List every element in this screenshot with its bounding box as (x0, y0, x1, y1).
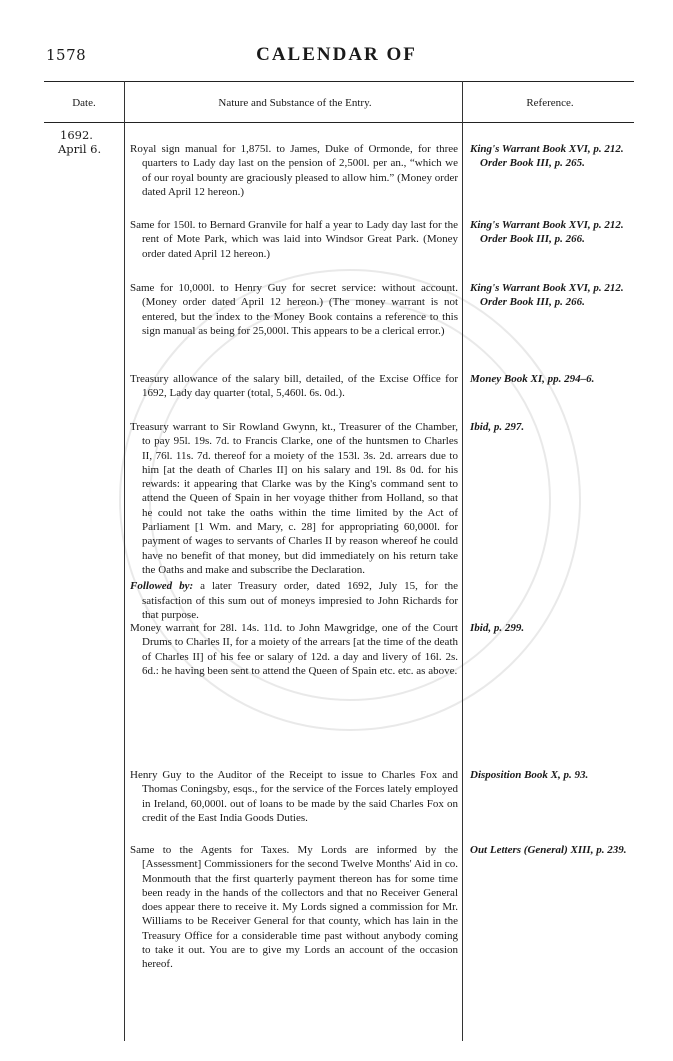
entry-text: Money warrant for 28l. 14s. 11d. to John Mawgridge, one of the Court Drums to Charles II, for a moiety of the arrears [at the time of the death of Charles II] of his fee or salary of 12d. a day and livery of 16l. 2s. 6d.: he having been sent to attend the Queen of Spain etc. etc. as above. (130, 622, 458, 677)
entry (130, 281, 458, 338)
entry-reference: King's Warrant Book XVI, p. 212. Order Book III, p. 265. (470, 143, 624, 170)
column-divider (462, 81, 463, 1041)
entry-text: Treasury allowance of the salary bill, detailed, of the Excise Office for 1692, Lady day quarter (total, 5,460l. 6s. 0d.). (130, 373, 458, 400)
entry (130, 843, 458, 972)
entry-text: Royal sign manual for 1,875l. to James, Duke of Ormonde, for three quarters to Lady day last on the pension of 2,500l. per an., “which we of our royal bounty are graciously pleased to allow him.” (Money order dated April 12 hereon.) (130, 143, 458, 198)
entry-date: April 6. (58, 142, 102, 156)
column-head-nature: Nature and Substance of the Entry. (218, 97, 372, 109)
followed-by-text: a later Treasury order, dated 1692, July 15, for the satisfaction of this sum out of moneys impresied to John Richards for that purpose. (142, 580, 459, 621)
entry-text: Treasury warrant to Sir Rowland Gwynn, kt., Treasurer of the Chamber, to pay 95l. 19s. 7d. to Francis Clarke, one of the huntsmen to Charles II, 76l. 11s. 7d. thereof for a moiety of the 153l. 3s. 2d. arrears due to him [at the death of Charles II] on his salary and 19l. 8s 0d. for his rewards: it appearing that Clarke was by the King's command sent to attend the Queen of Spain in her voyage thither from Holland, so that he could not take the oaths within the time limited by the Act of Parliament [1 Wm. and Mary, c. 28] for appropriating 60,000l. for payment of wages to servants of Charles II by reason whereof he could have no benefit of that money, but did immediately on his return take the Oaths and make and subscribe the Declaration. (130, 421, 458, 576)
running-head: CALENDAR OF (256, 44, 417, 65)
entry-year: 1692. (60, 128, 93, 142)
column-head-reference: Reference. (526, 97, 574, 109)
entry-reference: Ibid, p. 297. (470, 421, 525, 433)
entry-reference: Disposition Book X, p. 93. (470, 769, 589, 781)
entry (130, 768, 458, 825)
column-head-date: Date. (72, 97, 96, 109)
entry-reference: King's Warrant Book XVI, p. 212. Order Book III, p. 266. (470, 219, 624, 246)
table-rule-bottom (44, 122, 634, 123)
followed-by-label: Followed by: (130, 580, 194, 593)
column-divider (124, 81, 125, 1041)
entry-text: Same for 10,000l. to Henry Guy for secret service: without account. (Money order dated April 12 hereon.) (The money warrant is not entered, but the index to the Money Book contains a reference to this sign manual as being for 25,000l. This appears to be a clerical error.) (130, 282, 458, 337)
entry-reference: Ibid, p. 299. (470, 622, 525, 634)
entry-text: Henry Guy to the Auditor of the Receipt to issue to Charles Fox and Thomas Coningsby, esqs., for the service of the Forces lately employed in Ireland, 60,000l. out of loans to be made by the said Charles Fox on credit of the East India Goods Duties. (130, 769, 458, 824)
entry-reference: King's Warrant Book XVI, p. 212. Order Book III, p. 266. (470, 282, 624, 309)
table-rule-top (44, 81, 634, 82)
entry-text: Same to the Agents for Taxes. My Lords are informed by the [Assessment] Commissioners for the second Twelve Months' Aid in co. Monmouth that the first quarterly payment thereon has for some time been ready in the hands of the collectors and that no Receiver General does appear there to receive it. My Lords signed a commission for Mr. Williams to be Receiver General for that county, which has lain in the Treasury Office for a considerable time past without anybody coming to take it out. You are to give my Lords an account of the occasion hereof. (130, 844, 458, 971)
entry-reference: Money Book XI, pp. 294–6. (470, 373, 595, 385)
entry (130, 218, 458, 261)
page-number: 1578 (46, 46, 87, 64)
entry (130, 420, 458, 622)
entry (130, 372, 458, 401)
entry-reference: Out Letters (General) XIII, p. 239. (470, 844, 627, 856)
entry-text: Same for 150l. to Bernard Granvile for half a year to Lady day last for the rent of Mote Park, which was laid into Windsor Great Park. (Money order dated April 12 hereon.) (130, 219, 458, 260)
entry (130, 142, 458, 199)
entry (130, 621, 458, 678)
followed-by-note (130, 579, 458, 622)
